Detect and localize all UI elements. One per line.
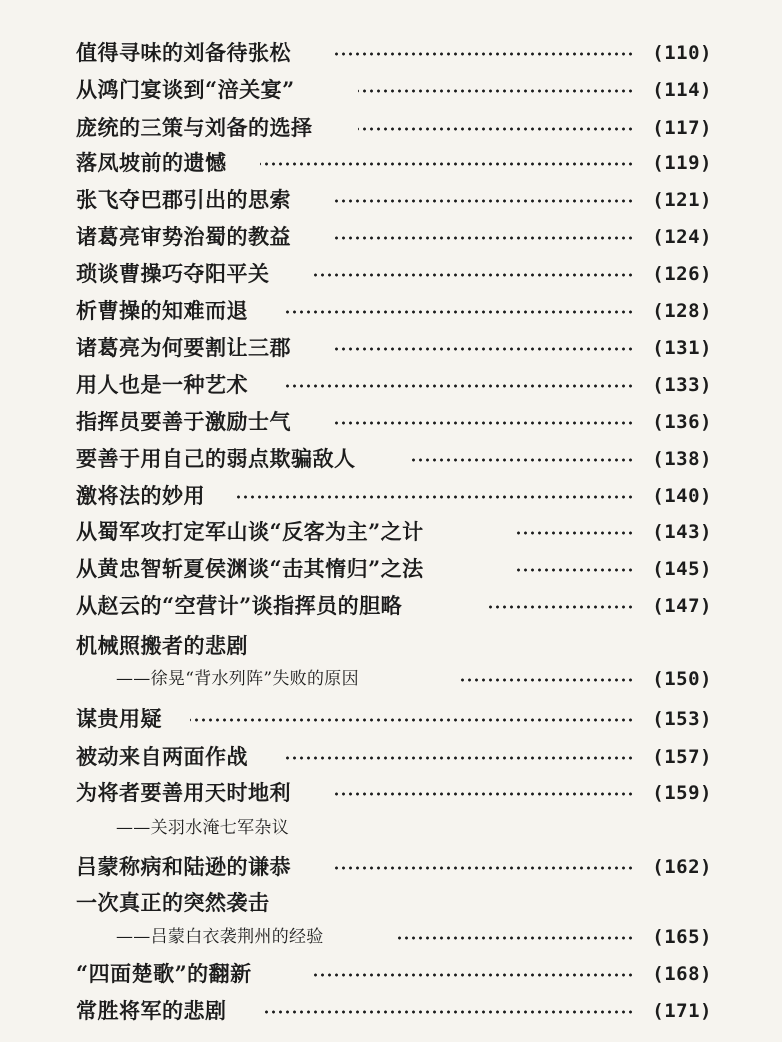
toc-entry bbox=[76, 591, 712, 621]
toc-entry bbox=[76, 852, 712, 882]
entry-title: 诸葛亮审势治蜀的教益 bbox=[76, 224, 291, 249]
entry-subtitle: ——吕蒙白衣袭荆州的经验 bbox=[116, 927, 324, 947]
toc-subentry bbox=[76, 922, 712, 952]
entry-title: 值得寻味的刘备待张松 bbox=[76, 40, 291, 65]
entry-title: 谋贵用疑 bbox=[76, 706, 162, 731]
toc-entry bbox=[76, 444, 712, 474]
entry-page: (131) bbox=[652, 337, 712, 359]
dot-leader bbox=[334, 791, 634, 797]
entry-page: (157) bbox=[652, 746, 712, 768]
dot-leader bbox=[516, 530, 634, 536]
toc-entry bbox=[76, 296, 712, 326]
dot-leader bbox=[334, 865, 634, 871]
entry-title: 析曹操的知难而退 bbox=[76, 298, 248, 323]
toc-entry bbox=[76, 113, 712, 143]
toc-entry bbox=[76, 148, 712, 178]
dot-leader bbox=[460, 677, 634, 683]
toc-entry bbox=[76, 888, 712, 918]
toc-entry bbox=[76, 333, 712, 363]
entry-page: (150) bbox=[652, 668, 712, 690]
entry-page: (136) bbox=[652, 411, 712, 433]
entry-page: (145) bbox=[652, 558, 712, 580]
dot-leader bbox=[286, 755, 634, 761]
toc-entry bbox=[76, 742, 712, 772]
entry-title: 诸葛亮为何要割让三郡 bbox=[76, 335, 291, 360]
entry-page: (119) bbox=[652, 152, 712, 174]
dot-leader bbox=[312, 972, 634, 978]
entry-title: 用人也是一种艺术 bbox=[76, 372, 248, 397]
toc-entry bbox=[76, 75, 712, 105]
toc-entry bbox=[76, 407, 712, 437]
dot-leader bbox=[286, 309, 634, 315]
entry-title: 指挥员要善于激励士气 bbox=[76, 409, 291, 434]
dot-leader bbox=[262, 1009, 634, 1015]
entry-page: (126) bbox=[652, 263, 712, 285]
dot-leader bbox=[398, 935, 634, 941]
dot-leader bbox=[334, 420, 634, 426]
dot-leader bbox=[286, 383, 634, 389]
dot-leader bbox=[190, 717, 634, 723]
entry-title: 机械照搬者的悲剧 bbox=[76, 633, 248, 658]
entry-title: 一次真正的突然袭击 bbox=[76, 890, 270, 915]
toc-entry bbox=[76, 481, 712, 511]
toc-entry bbox=[76, 38, 712, 68]
entry-page: (128) bbox=[652, 300, 712, 322]
entry-title: 要善于用自己的弱点欺骗敌人 bbox=[76, 446, 356, 471]
entry-title: 从鸿门宴谈到“涪关宴” bbox=[76, 77, 295, 102]
toc-entry bbox=[76, 631, 712, 661]
toc-entry bbox=[76, 554, 712, 584]
dot-leader bbox=[334, 51, 634, 57]
toc-entry bbox=[76, 996, 712, 1026]
entry-title: 激将法的妙用 bbox=[76, 483, 205, 508]
dot-leader bbox=[516, 567, 634, 573]
dot-leader bbox=[358, 88, 634, 94]
entry-title: 从黄忠智斩夏侯渊谈“击其惰归”之法 bbox=[76, 556, 424, 581]
entry-title: 常胜将军的悲剧 bbox=[76, 998, 227, 1023]
dot-leader bbox=[358, 126, 634, 132]
dot-leader bbox=[332, 198, 634, 204]
entry-page: (143) bbox=[652, 521, 712, 543]
entry-subtitle: ——徐晃“背水列阵”失败的原因 bbox=[116, 669, 359, 689]
entry-title: 落凤坡前的遗憾 bbox=[76, 150, 227, 175]
entry-page: (153) bbox=[652, 708, 712, 730]
dot-leader bbox=[310, 272, 634, 278]
entry-title: 为将者要善用天时地利 bbox=[76, 780, 291, 805]
entry-title: 被动来自两面作战 bbox=[76, 744, 248, 769]
dot-leader bbox=[408, 457, 634, 463]
entry-page: (121) bbox=[652, 189, 712, 211]
entry-page: (159) bbox=[652, 782, 712, 804]
toc-entry bbox=[76, 778, 712, 808]
entry-subtitle: ——关羽水淹七军杂议 bbox=[116, 818, 289, 838]
entry-page: (168) bbox=[652, 963, 712, 985]
dot-leader bbox=[486, 604, 634, 610]
entry-title: 吕蒙称病和陆逊的谦恭 bbox=[76, 854, 291, 879]
dot-leader bbox=[236, 494, 634, 500]
entry-page: (162) bbox=[652, 856, 712, 878]
toc-entry bbox=[76, 704, 712, 734]
toc-entry bbox=[76, 222, 712, 252]
toc-entry bbox=[76, 370, 712, 400]
entry-page: (165) bbox=[652, 926, 712, 948]
entry-page: (140) bbox=[652, 485, 712, 507]
entry-page: (138) bbox=[652, 448, 712, 470]
dot-leader bbox=[334, 346, 634, 352]
entry-title: 从赵云的“空营计”谈指挥员的胆略 bbox=[76, 593, 403, 618]
entry-page: (133) bbox=[652, 374, 712, 396]
toc-subentry bbox=[76, 813, 712, 843]
entry-title: 张飞夺巴郡引出的思索 bbox=[76, 187, 291, 212]
toc-subentry bbox=[76, 664, 712, 694]
entry-page: (117) bbox=[652, 117, 712, 139]
entry-title: 琐谈曹操巧夺阳平关 bbox=[76, 261, 270, 286]
toc-entry bbox=[76, 259, 712, 289]
entry-title: 从蜀军攻打定军山谈“反客为主”之计 bbox=[76, 519, 424, 544]
toc-entry bbox=[76, 185, 712, 215]
toc-entry bbox=[76, 959, 712, 989]
entry-page: (114) bbox=[652, 79, 712, 101]
entry-page: (171) bbox=[652, 1000, 712, 1022]
entry-page: (124) bbox=[652, 226, 712, 248]
toc-entry bbox=[76, 517, 712, 547]
entry-title: 庞统的三策与刘备的选择 bbox=[76, 115, 313, 140]
entry-page: (110) bbox=[652, 42, 712, 64]
dot-leader bbox=[260, 161, 634, 167]
entry-title: “四面楚歌”的翻新 bbox=[76, 961, 252, 986]
entry-page: (147) bbox=[652, 595, 712, 617]
dot-leader bbox=[334, 235, 634, 241]
